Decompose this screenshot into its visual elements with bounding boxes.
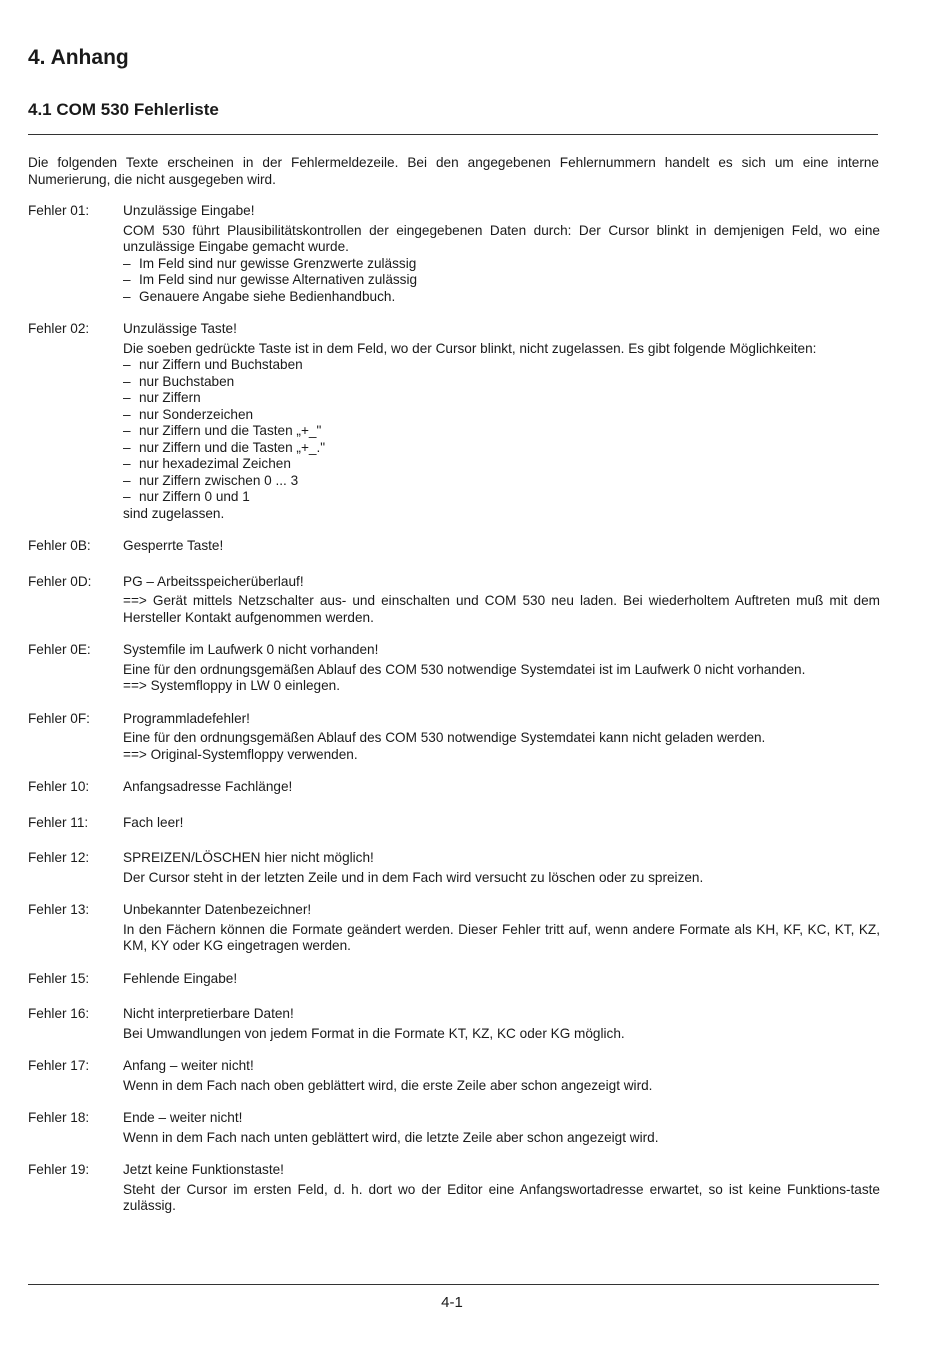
error-option-item: – nur Ziffern und Buchstaben: [123, 357, 880, 374]
error-body: [123, 642, 880, 695]
error-title: Programmladefehler!: [123, 710, 250, 726]
error-option-item: – nur Ziffern und die Tasten „+_.": [123, 440, 880, 457]
error-option-item: – nur Sonderzeichen: [123, 407, 880, 424]
error-title: Gesperrte Taste!: [123, 538, 224, 553]
error-title: Jetzt keine Funktionstaste!: [123, 1162, 284, 1177]
error-option-item: – nur Ziffern: [123, 390, 880, 407]
error-option-item: – nur Ziffern 0 und 1: [123, 489, 880, 506]
error-title: Unbekannter Datenbezeichner!: [123, 902, 312, 917]
error-code: Fehler 0E:: [28, 642, 91, 657]
error-description: Der Cursor steht in der letzten Zeile und in dem Fach wird versucht zu löschen oder zu spreizen.: [123, 869, 704, 885]
error-body: [123, 711, 880, 764]
error-entry: [28, 902, 880, 955]
error-entry: [28, 971, 880, 991]
error-code: Fehler 15:: [28, 970, 90, 986]
error-code: Fehler 17:: [28, 1058, 90, 1073]
error-option-item: – nur Ziffern zwischen 0 ... 3: [123, 473, 880, 490]
bottom-divider: [28, 1284, 879, 1285]
error-body: [123, 902, 880, 955]
error-entry: [28, 850, 880, 886]
page-number: 4-1: [441, 1294, 463, 1311]
error-entry: [28, 1110, 880, 1146]
error-description: Die soeben gedrückte Taste ist in dem Feld, wo der Cursor blinkt, nicht zugelassen. Es gibt folgende Möglichkeiten:: [123, 340, 817, 356]
error-description: ==> Gerät mittels Netzschalter aus- und einschalten und COM 530 neu laden. Bei wiederholtem Auftreten muß mit dem Hersteller Kontakt aufgenommen werden.: [123, 593, 880, 625]
error-code: Fehler 10:: [28, 779, 90, 794]
error-entry: [28, 1058, 880, 1094]
error-option-item: – Im Feld sind nur gewisse Alternativen zulässig: [123, 272, 880, 289]
error-code: Fehler 16:: [28, 1006, 90, 1021]
error-option-item: – nur Ziffern und die Tasten „+_": [123, 423, 880, 440]
intro-paragraph: Die folgenden Texte erscheinen in der Fehlermeldezeile. Bei den angegebenen Fehlernummern handelt es sich um eine interne Numerierung, die nicht ausgegeben wird.: [28, 155, 879, 187]
error-code: Fehler 0F:: [28, 710, 90, 726]
error-body: [123, 1162, 880, 1215]
error-option-list: [123, 357, 880, 506]
error-list: [28, 203, 880, 1231]
section-title: 4.1 COM 530 Fehlerliste: [28, 100, 219, 119]
error-description: Steht der Cursor im ersten Feld, d. h. dort wo der Editor eine Anfangswortadresse erwartet, so ist keine Funktions-taste zulässig.: [123, 1181, 880, 1213]
error-option-list: [123, 256, 880, 306]
error-description: COM 530 führt Plausibilitätskontrollen der eingegebenen Daten durch: Der Cursor blinkt in demjenigen Feld, wo eine unzulässige Eingabe gemacht wurde.: [123, 222, 880, 254]
error-title: Ende – weiter nicht!: [123, 1110, 243, 1125]
error-code: Fehler 11:: [28, 814, 89, 830]
error-code: Fehler 0D:: [28, 573, 92, 589]
error-entry: [28, 538, 880, 558]
error-option-item: – nur hexadezimal Zeichen: [123, 456, 880, 473]
error-description: Eine für den ordnungsgemäßen Ablauf des COM 530 notwendige Systemdatei kann nicht geladen werden.: [123, 730, 766, 745]
error-body: [123, 971, 880, 991]
error-title: Nicht interpretierbare Daten!: [123, 1006, 294, 1021]
error-title: Unzulässige Eingabe!: [123, 203, 255, 218]
error-title: Anfang – weiter nicht!: [123, 1058, 254, 1073]
error-body: [123, 1110, 880, 1146]
error-body: [123, 1006, 880, 1042]
error-note: sind zugelassen.: [123, 505, 225, 521]
error-body: [123, 574, 880, 627]
error-body: [123, 779, 880, 799]
error-description: In den Fächern können die Formate geändert werden. Dieser Fehler tritt auf, wenn andere Formate als KH, KF, KC, KT, KZ, KM, KY oder KG eingetragen werden.: [123, 921, 880, 953]
top-divider: [28, 134, 878, 135]
error-entry: [28, 203, 880, 305]
error-body: [123, 850, 880, 886]
error-entry: [28, 1006, 880, 1042]
error-entry: [28, 711, 880, 764]
error-body: [123, 1058, 880, 1094]
error-body: [123, 538, 880, 558]
error-title: Unzulässige Taste!: [123, 321, 237, 336]
error-title: SPREIZEN/LÖSCHEN hier nicht möglich!: [123, 850, 374, 865]
error-entry: [28, 321, 880, 522]
error-entry: [28, 779, 880, 799]
error-description: Eine für den ordnungsgemäßen Ablauf des COM 530 notwendige Systemdatei ist im Laufwerk 0 nicht vorhanden.: [123, 661, 806, 677]
error-code: Fehler 12:: [28, 850, 90, 865]
chapter-title: 4. Anhang: [28, 46, 129, 69]
error-remedy: ==> Systemfloppy in LW 0 einlegen.: [123, 678, 340, 693]
error-title: Systemfile im Laufwerk 0 nicht vorhanden!: [123, 642, 379, 657]
error-remedy: ==> Original-Systemfloppy verwenden.: [123, 746, 358, 762]
error-title: Anfangsadresse Fachlänge!: [123, 779, 293, 794]
error-body: [123, 321, 880, 522]
error-entry: [28, 815, 880, 835]
error-code: Fehler 01:: [28, 203, 90, 218]
error-title: Fach leer!: [123, 814, 184, 830]
error-code: Fehler 13:: [28, 902, 90, 917]
error-code: Fehler 02:: [28, 321, 90, 336]
error-code: Fehler 18:: [28, 1110, 90, 1125]
error-title: PG – Arbeitsspeicherüberlauf!: [123, 573, 304, 589]
error-description: Bei Umwandlungen von jedem Format in die Formate KT, KZ, KC oder KG möglich.: [123, 1025, 625, 1041]
error-description: Wenn in dem Fach nach oben geblättert wird, die erste Zeile aber schon angezeigt wird.: [123, 1077, 653, 1093]
error-title: Fehlende Eingabe!: [123, 970, 238, 986]
error-option-item: – Genauere Angabe siehe Bedienhandbuch.: [123, 289, 880, 306]
error-body: [123, 203, 880, 305]
error-description: Wenn in dem Fach nach unten geblättert wird, die letzte Zeile aber schon angezeigt wird.: [123, 1129, 659, 1145]
error-entry: [28, 642, 880, 695]
error-code: Fehler 0B:: [28, 538, 91, 553]
error-body: [123, 815, 880, 835]
error-option-item: – Im Feld sind nur gewisse Grenzwerte zulässig: [123, 256, 880, 273]
error-entry: [28, 574, 880, 627]
error-entry: [28, 1162, 880, 1215]
error-code: Fehler 19:: [28, 1162, 90, 1177]
error-option-item: – nur Buchstaben: [123, 374, 880, 391]
